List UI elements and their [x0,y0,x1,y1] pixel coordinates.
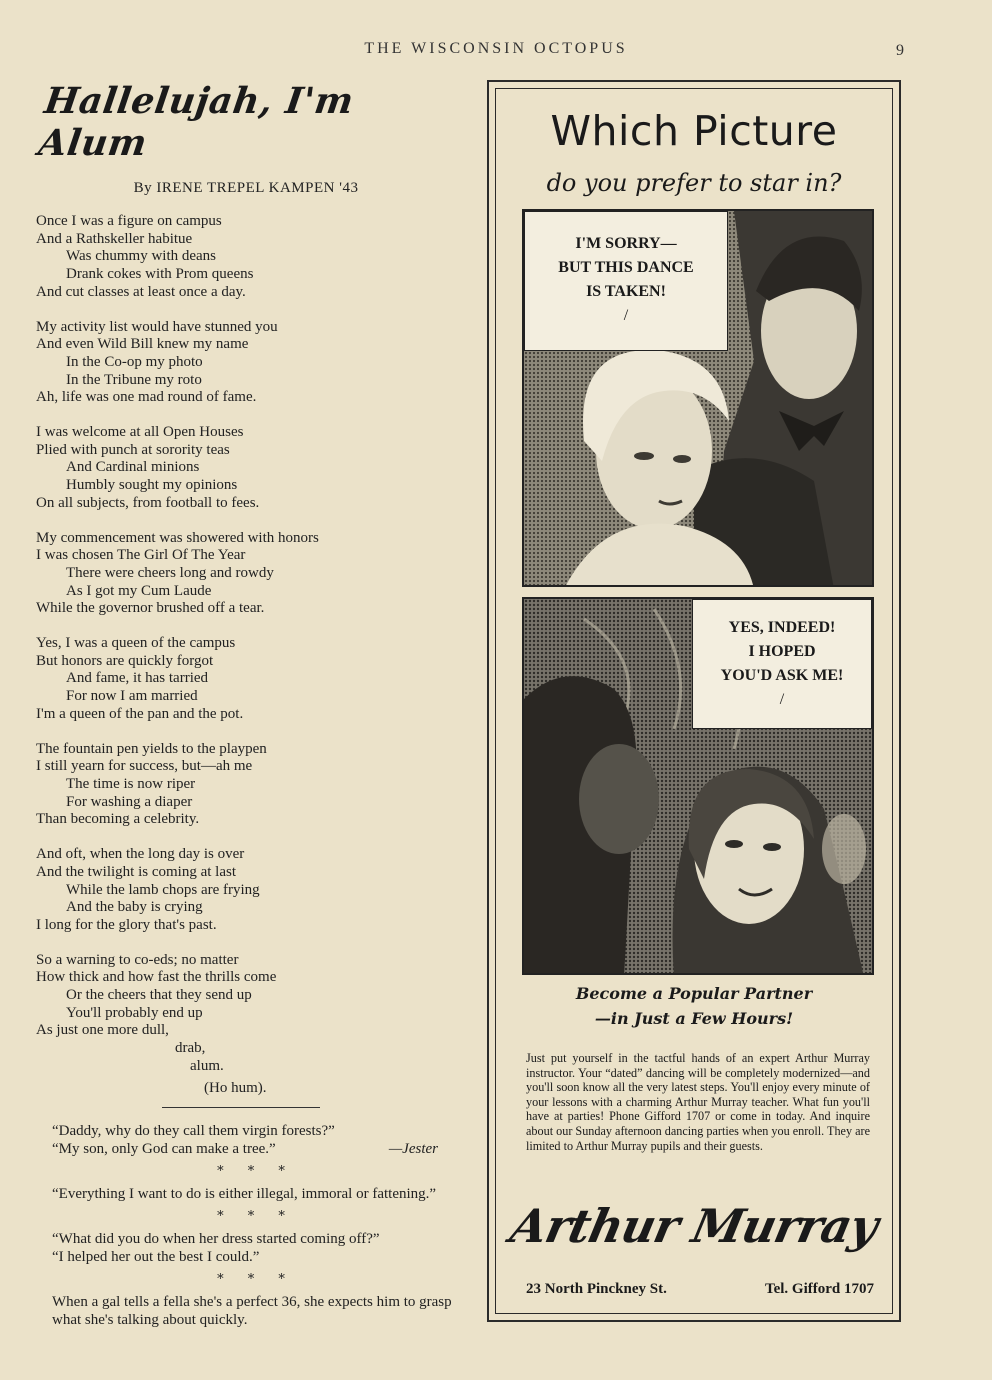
poem-line: While the lamb chops are frying [66,881,260,898]
bubble-line: I'M SORRY— [575,235,677,252]
poem-line: (Ho hum). [204,1079,267,1096]
joke-4 [36,1293,456,1329]
poem-line: alum. [190,1057,224,1074]
poem-line: The time is now riper [66,775,196,792]
poem-line: I long for the glory that's past. [36,916,217,933]
speech-bubble-rejection [524,211,728,351]
bubble-line: IS TAKEN! [586,283,666,300]
poem-line: While the governor brushed off a tear. [36,600,265,617]
poem-line: And the baby is crying [66,899,203,916]
poem-line: And a Rathskeller habitue [36,230,193,247]
joke-line: “I helped her out the best I could.” [52,1249,260,1266]
bubble-line: I HOPED [748,643,816,660]
poem-line: Humbly sought my opinions [66,477,238,494]
poem-line: My activity list would have stunned you [36,318,278,335]
poem-line: But honors are quickly forgot [36,652,214,669]
poem-line: Was chummy with deans [66,248,217,265]
tagline-line-2: —in Just a Few Hours! [594,1009,794,1028]
poem-line: You'll probably end up [66,1004,203,1021]
poem-line: And even Wild Bill knew my name [36,336,249,353]
ad-telephone: Tel. Gifford 1707 [764,1281,874,1297]
page-number: 9 [896,42,904,59]
poem-line: And fame, it has tarried [66,670,209,687]
separator-stars: * * * [217,1272,295,1288]
joke-3 [36,1230,456,1266]
joke-2 [36,1185,456,1203]
poem-byline: By IRENE TREPEL KAMPEN '43 [133,180,359,196]
poem-line: I was chosen The Girl Of The Year [36,547,246,564]
poem-line: Once I was a figure on campus [36,213,222,229]
poem-line: As just one more dull, [36,1022,169,1039]
poem-line: In the Co-op my photo [66,353,203,370]
stanza-6 [36,741,456,830]
poem-line: I was welcome at all Open Houses [36,424,244,441]
speech-bubble-acceptance [692,599,872,729]
joke-line: “Daddy, why do they call them virgin forests?” [52,1123,335,1140]
poem-line: drab, [175,1040,206,1057]
poem-column [36,80,456,1329]
stanza-1 [36,213,456,302]
stanza-2 [36,319,456,408]
ad-headline: Which Picture [550,107,838,155]
stanza-5 [36,635,456,724]
stanza-7 [36,846,456,935]
poem-line: On all subjects, from football to fees. [36,494,260,511]
bubble-pointer: / [779,691,785,708]
poem-line: And oft, when the long day is over [36,846,245,863]
bubble-line: YOU'D ASK ME! [720,667,844,684]
poem-line: For now I am married [66,688,198,705]
bubble-line: YES, INDEED! [728,619,836,636]
stanza-8 [36,952,456,1098]
separator-stars: * * * [217,1209,295,1225]
poem-line: The fountain pen yields to the playpen [36,740,267,757]
poem-line: Or the cheers that they send up [66,987,252,1004]
illustration-panel-accepted [522,597,874,975]
ad-address: 23 North Pinckney St. [526,1281,667,1297]
poem-line: So a warning to co-eds; no matter [36,951,239,968]
joke-line [36,1140,456,1158]
stanza-4 [36,530,456,619]
joke-line: When a gal tells a fella she's a perfect 36, she expects him to grasp what she's talking about quickly. [52,1294,452,1329]
joke-line: “What did you do when her dress started coming off?” [52,1231,380,1248]
joke-1 [36,1122,456,1158]
poem-line: I still yearn for success, but—ah me [36,758,253,775]
poem-line: And Cardinal minions [66,459,200,476]
poem-line: In the Tribune my roto [66,371,202,388]
tagline-line-1: Become a Popular Partner [575,984,813,1003]
poem-line: Drank cokes with Prom queens [66,266,254,283]
ad-subhead: do you prefer to star in? [546,169,842,197]
poem-line: As I got my Cum Laude [66,582,212,599]
ad-inner-frame [495,88,893,1314]
poem-line: Plied with punch at sorority teas [36,441,230,458]
poem-line: My commencement was showered with honors [36,529,319,546]
poem-line: I'm a queen of the pan and the pot. [36,705,244,722]
poem-line: Yes, I was a queen of the campus [36,635,236,652]
poem-line: And the twilight is coming at last [36,863,236,880]
arthur-murray-ad [487,80,901,1322]
bubble-pointer: / [623,307,629,324]
running-head: THE WISCONSIN OCTOPUS [364,40,628,57]
poem-line: Than becoming a celebrity. [36,811,200,828]
arthur-murray-signature-logo: Arthur Murray [505,1199,883,1253]
stanza-3 [36,424,456,513]
poem-line: And cut classes at least once a day. [36,283,246,300]
poem-line: Ah, life was one mad round of fame. [36,389,257,406]
joke-text: “My son, only God can make a tree.” [52,1141,276,1158]
bubble-line: BUT THIS DANCE [558,259,694,276]
poem-line: For washing a diaper [66,793,193,810]
ad-body-copy: Just put yourself in the tactful hands of an expert Arthur Murray instructor. Your “dated” dancing will be completely modernized—and you'll soon know all the very latest steps. You'll enjoy every minute of your lessons with a charming Arthur Murray teacher. What fun you'll have at parties! Phone Gifford 1707 or come in today. And inquire about our Sunday afternoon dancing parties when you enroll. They are limited to Arthur Murray pupils and their guests. [526,1051,870,1153]
ad-tagline [496,981,892,1031]
poem-line: There were cheers long and rowdy [66,564,274,581]
separator-stars: * * * [217,1164,295,1180]
poem-title: Hallelujah, I'm Alum [36,80,357,164]
joke-line: “Everything I want to do is either illegal, immoral or fattening.” [52,1186,437,1203]
divider-rule [162,1107,320,1108]
poem-line: How thick and how fast the thrills come [36,969,277,986]
joke-attribution: —Jester [388,1141,438,1158]
illustration-panel-rejected [522,209,874,587]
